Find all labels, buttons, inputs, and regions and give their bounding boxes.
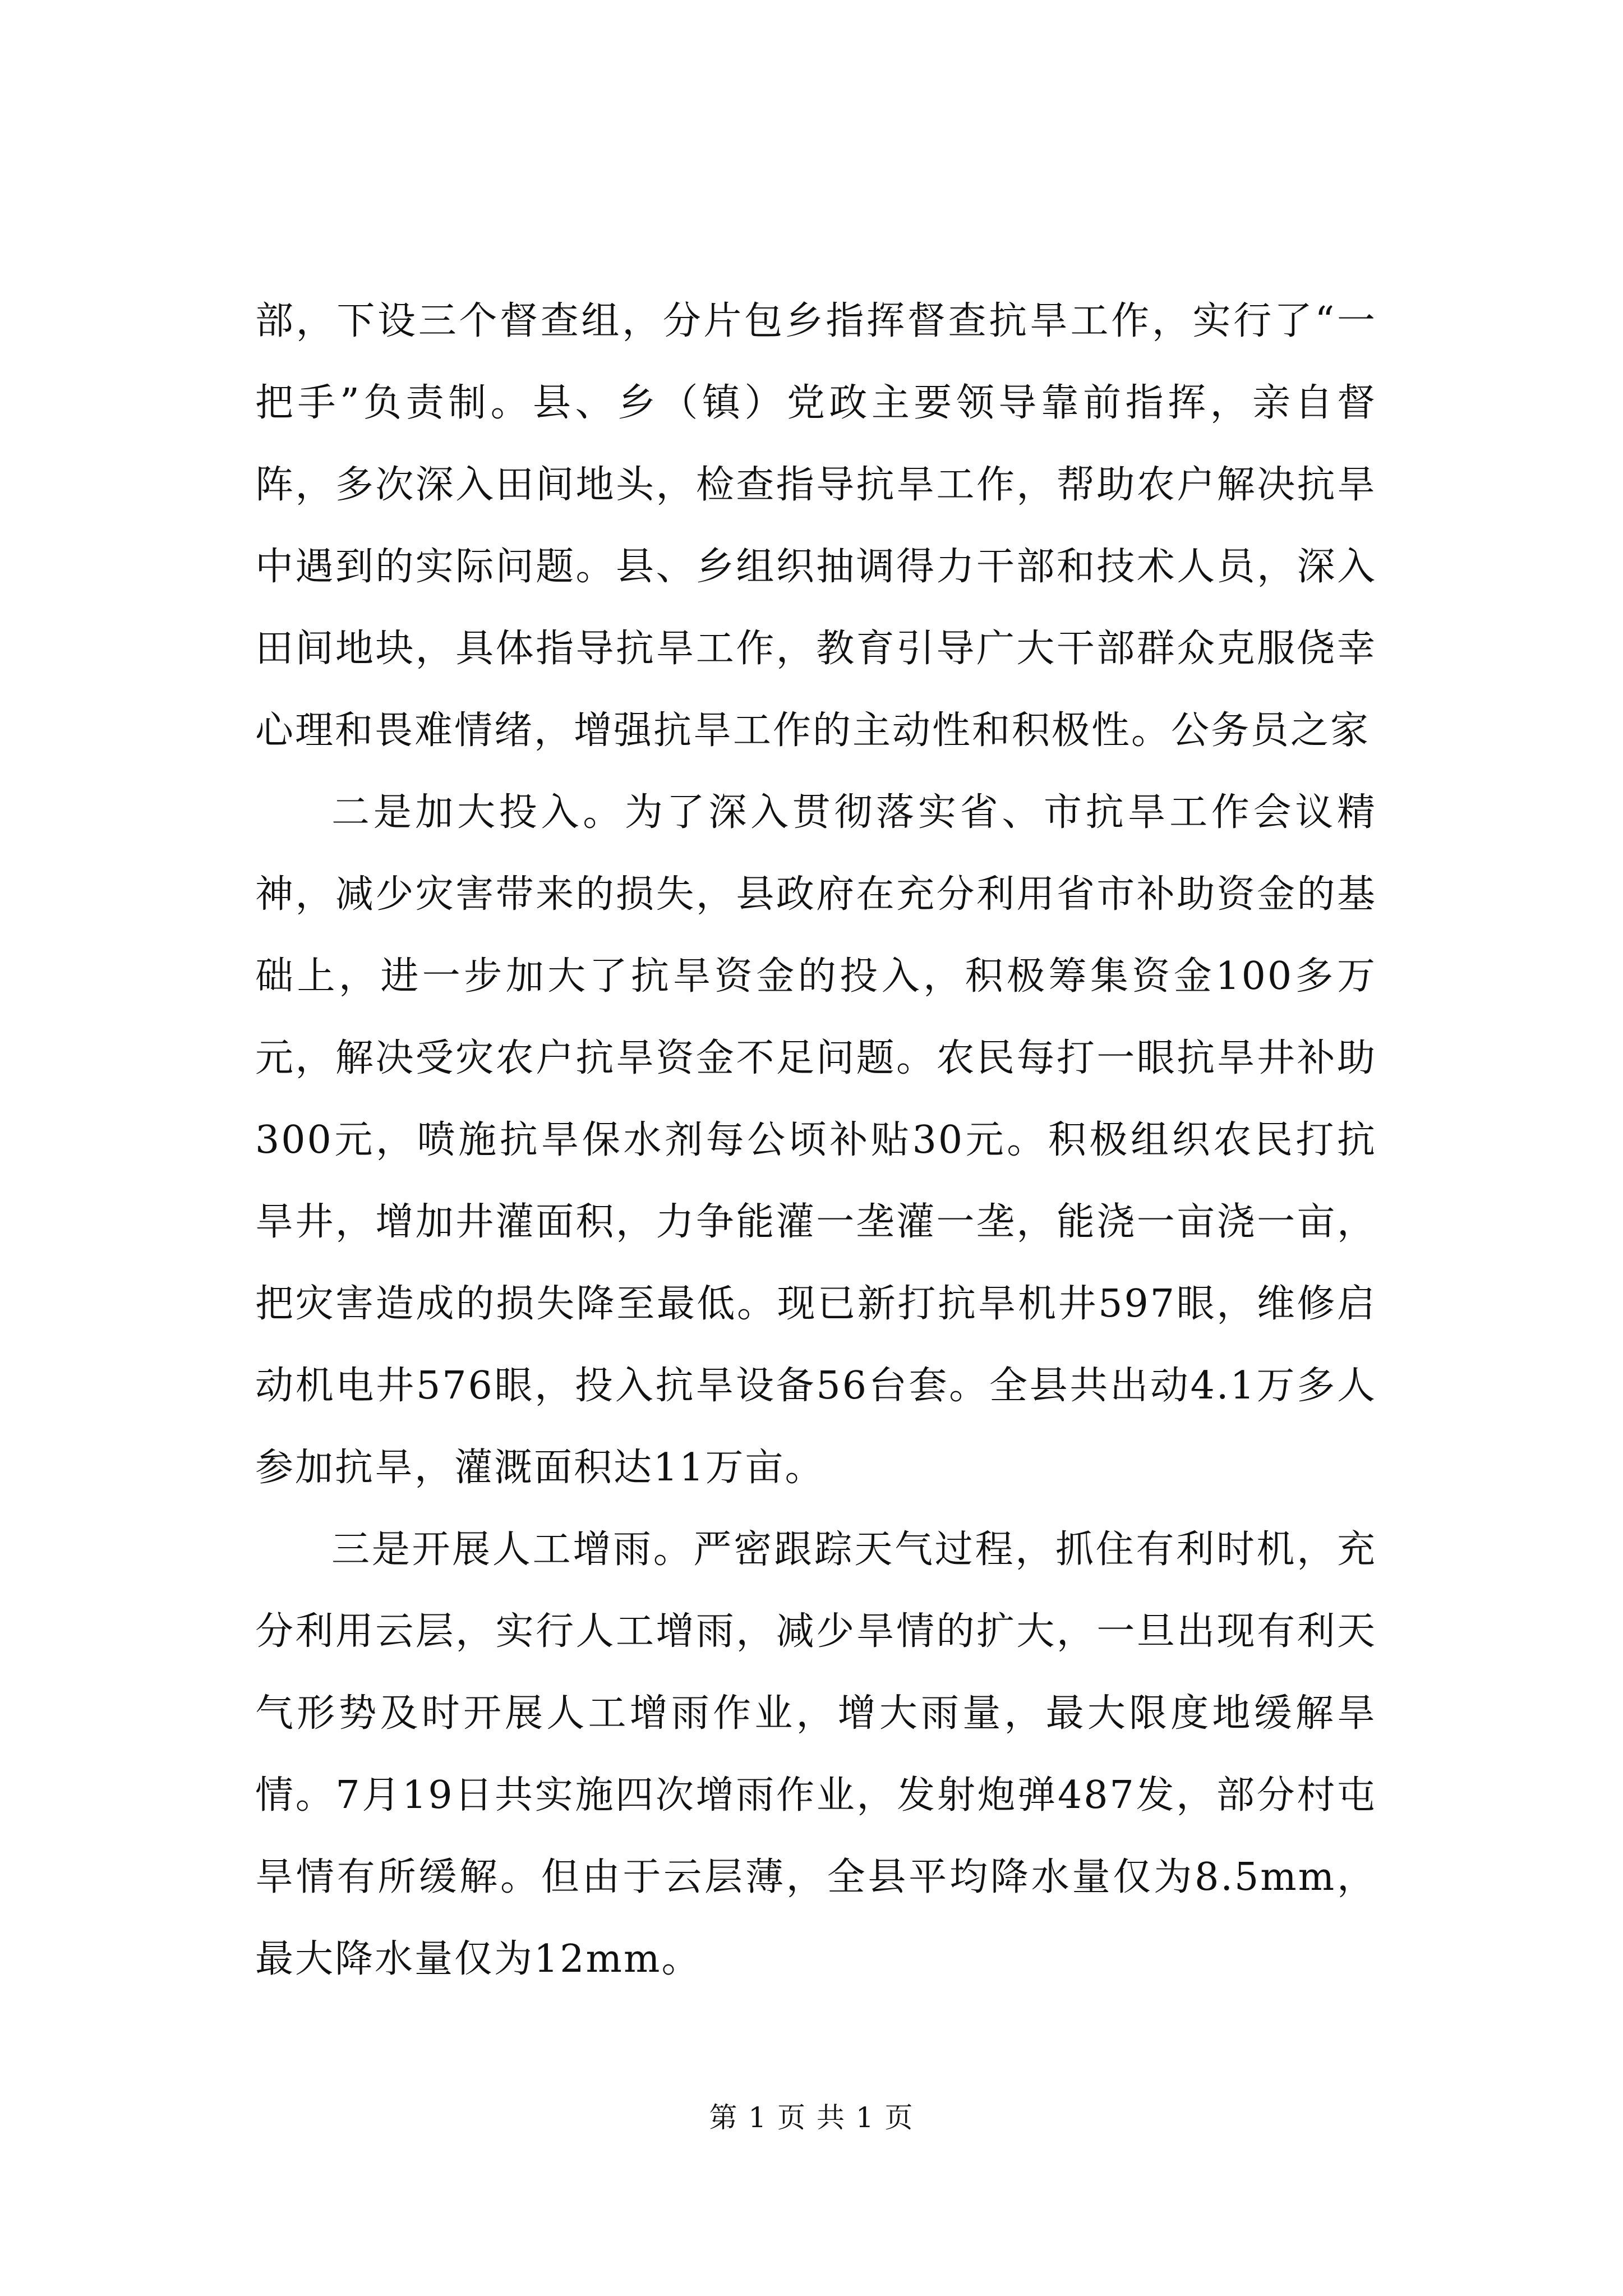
page-footer: 第 1 页 共 1 页	[709, 2101, 914, 2134]
paragraph-2: 二是加大投入。为了深入贯彻落实省、市抗旱工作会议精神，减少灾害带来的损失，县政府在充分利用省市补助资金的基础上，进一步加大了抗旱资金的投入，积极筹集资金100多万元，解决受灾农户抗旱资金不足问题。农民每打一眼抗旱井补助300元，喷施抗旱保水剂每公顷补贴30元。积极组织农民打抗旱井，增加井灌面积，力争能灌一垄灌一垄，能浇一亩浇一亩，把灾害造成的损失降至最低。现已新打抗旱机井597眼，维修启动机电井576眼，投入抗旱设备56台套。全县共出动4.1万多人参加抗旱，灌溉面积达11万亩。	[255, 790, 1377, 1490]
paragraph-3: 三是开展人工增雨。严密跟踪天气过程，抓住有利时机，充分利用云层，实行人工增雨，减少旱情的扩大，一旦出现有利天气形势及时开展人工增雨作业，增大雨量，最大限度地缓解旱情。7月19日共实施四次增雨作业，发射炮弹487发，部分村屯旱情有所缓解。但由于云层薄，全县平均降水量仅为8.5mm，最大降水量仅为12mm。	[255, 1527, 1377, 1981]
paragraph-1: 部，下设三个督查组，分片包乡指挥督查抗旱工作，实行了“一把手”负责制。县、乡（镇）党政主要领导靠前指挥，亲自督阵，多次深入田间地头，检查指导抗旱工作，帮助农户解决抗旱中遇到的实际问题。县、乡组织抽调得力干部和技术人员，深入田间地块，具体指导抗旱工作，教育引导广大干部群众克服侥幸心理和畏难情绪，增强抗旱工作的主动性和积极性。公务员之家	[255, 299, 1377, 753]
document-body	[255, 280, 1377, 2000]
